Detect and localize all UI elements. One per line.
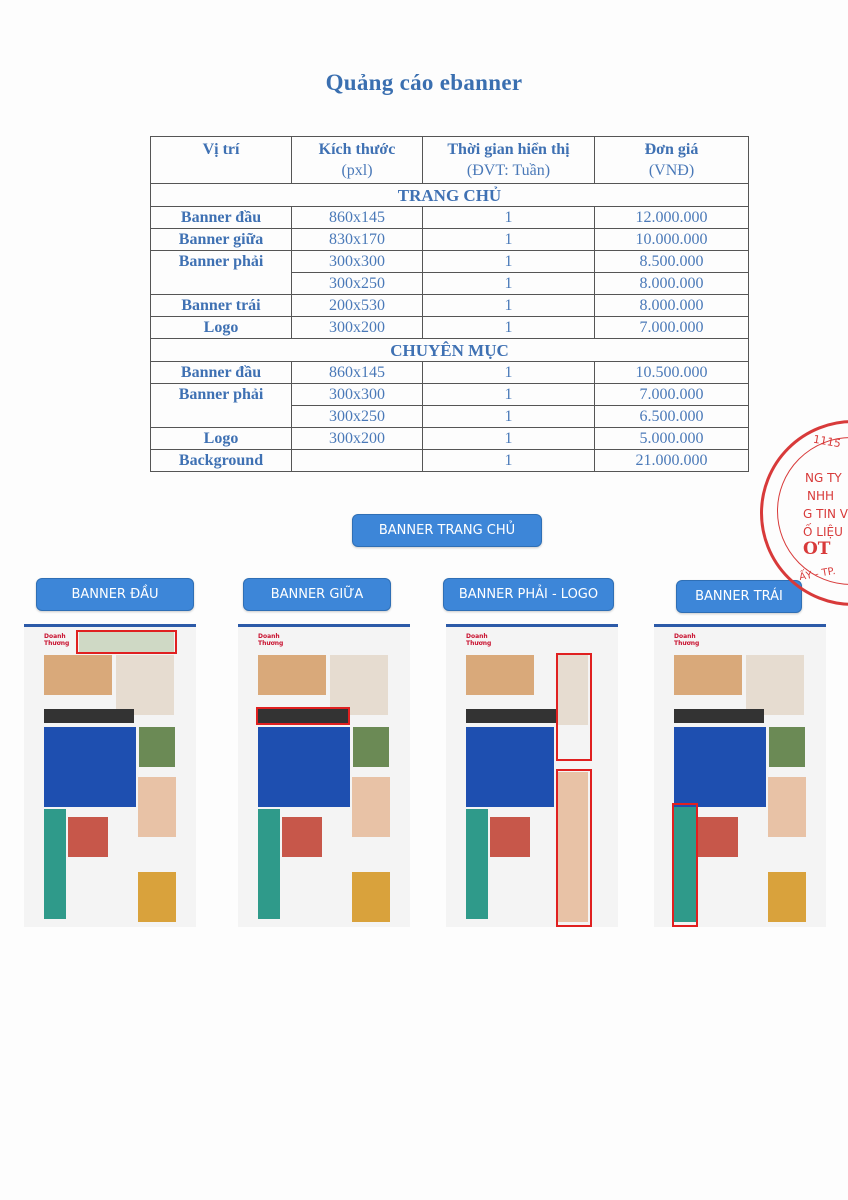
table-row [151, 406, 749, 428]
banner-middle-button[interactable]: BANNER GIỮA [243, 578, 391, 611]
table-header-row [151, 137, 749, 184]
cell-size [292, 450, 423, 472]
cell-position: Banner giữa [151, 229, 292, 251]
cell-duration: 1 [423, 273, 595, 295]
preview-banner-left [654, 624, 826, 927]
cell-price: 6.500.000 [595, 406, 749, 428]
cell-position: Banner đầu [151, 207, 292, 229]
table-row [151, 362, 749, 384]
section-label-home: TRANG CHỦ [151, 184, 749, 207]
cell-size: 860x145 [292, 362, 423, 384]
site-logo: Doanh Thương [44, 633, 70, 647]
section-row-category [151, 339, 749, 362]
preview-banner-middle [238, 624, 410, 927]
cell-price: 8.500.000 [595, 251, 749, 273]
table-row [151, 207, 749, 229]
company-stamp: 1115 NG TY NHH G TIN V Ố LIỆU OT ẤY - TP. [760, 420, 848, 606]
cell-size: 300x250 [292, 406, 423, 428]
cell-position [151, 406, 292, 428]
cell-price: 12.000.000 [595, 207, 749, 229]
cell-duration: 1 [423, 295, 595, 317]
cell-price: 10.000.000 [595, 229, 749, 251]
highlight-box [556, 653, 592, 761]
site-logo: Doanh Thương [674, 633, 700, 647]
cell-size: 300x250 [292, 273, 423, 295]
banner-right-logo-button[interactable]: BANNER PHẢI - LOGO [443, 578, 614, 611]
cell-price: 7.000.000 [595, 384, 749, 406]
cell-position: Banner trái [151, 295, 292, 317]
highlight-box [76, 630, 177, 654]
cell-duration: 1 [423, 450, 595, 472]
site-logo: Doanh Thương [258, 633, 284, 647]
cell-size: 300x300 [292, 251, 423, 273]
page-title: Quảng cáo ebanner [325, 70, 523, 95]
banner-top-button[interactable]: BANNER ĐẦU [36, 578, 194, 611]
cell-duration: 1 [423, 207, 595, 229]
table-row [151, 295, 749, 317]
table-row [151, 251, 749, 273]
cell-size: 300x200 [292, 428, 423, 450]
table-row [151, 384, 749, 406]
preview-banner-top [24, 624, 196, 927]
table-row [151, 317, 749, 339]
cell-size: 300x300 [292, 384, 423, 406]
cell-duration: 1 [423, 406, 595, 428]
table-row [151, 450, 749, 472]
cell-price: 8.000.000 [595, 273, 749, 295]
table-row [151, 273, 749, 295]
cell-size: 830x170 [292, 229, 423, 251]
cell-price: 7.000.000 [595, 317, 749, 339]
highlight-box [556, 769, 592, 927]
table-row [151, 428, 749, 450]
banner-left-button[interactable]: BANNER TRÁI [676, 580, 802, 613]
cell-duration: 1 [423, 428, 595, 450]
cell-duration: 1 [423, 251, 595, 273]
price-table [150, 136, 749, 472]
cell-position: Banner đầu [151, 362, 292, 384]
cell-position: Logo [151, 428, 292, 450]
cell-position: Banner phải [151, 251, 292, 273]
cell-duration: 1 [423, 384, 595, 406]
cell-size: 300x200 [292, 317, 423, 339]
cell-position: Logo [151, 317, 292, 339]
site-logo: Doanh Thương [466, 633, 492, 647]
cell-position: Banner phải [151, 384, 292, 406]
cell-price: 8.000.000 [595, 295, 749, 317]
header-duration: Thời gian hiển thị (ĐVT: Tuần) [423, 137, 595, 184]
cell-price: 10.500.000 [595, 362, 749, 384]
cell-duration: 1 [423, 229, 595, 251]
header-price: Đơn giá (VNĐ) [595, 137, 749, 184]
cell-duration: 1 [423, 362, 595, 384]
banner-home-button[interactable]: BANNER TRANG CHỦ [352, 514, 542, 547]
highlight-box [256, 707, 350, 725]
cell-size: 860x145 [292, 207, 423, 229]
header-size: Kích thước (pxl) [292, 137, 423, 184]
cell-size: 200x530 [292, 295, 423, 317]
preview-banner-right-logo [446, 624, 618, 927]
section-label-category: CHUYÊN MỤC [151, 339, 749, 362]
cell-position: Background [151, 450, 292, 472]
section-row-home [151, 184, 749, 207]
cell-price: 5.000.000 [595, 428, 749, 450]
cell-duration: 1 [423, 317, 595, 339]
cell-position [151, 273, 292, 295]
highlight-box [672, 803, 698, 927]
cell-price: 21.000.000 [595, 450, 749, 472]
header-position: Vị trí [151, 137, 292, 184]
table-row [151, 229, 749, 251]
